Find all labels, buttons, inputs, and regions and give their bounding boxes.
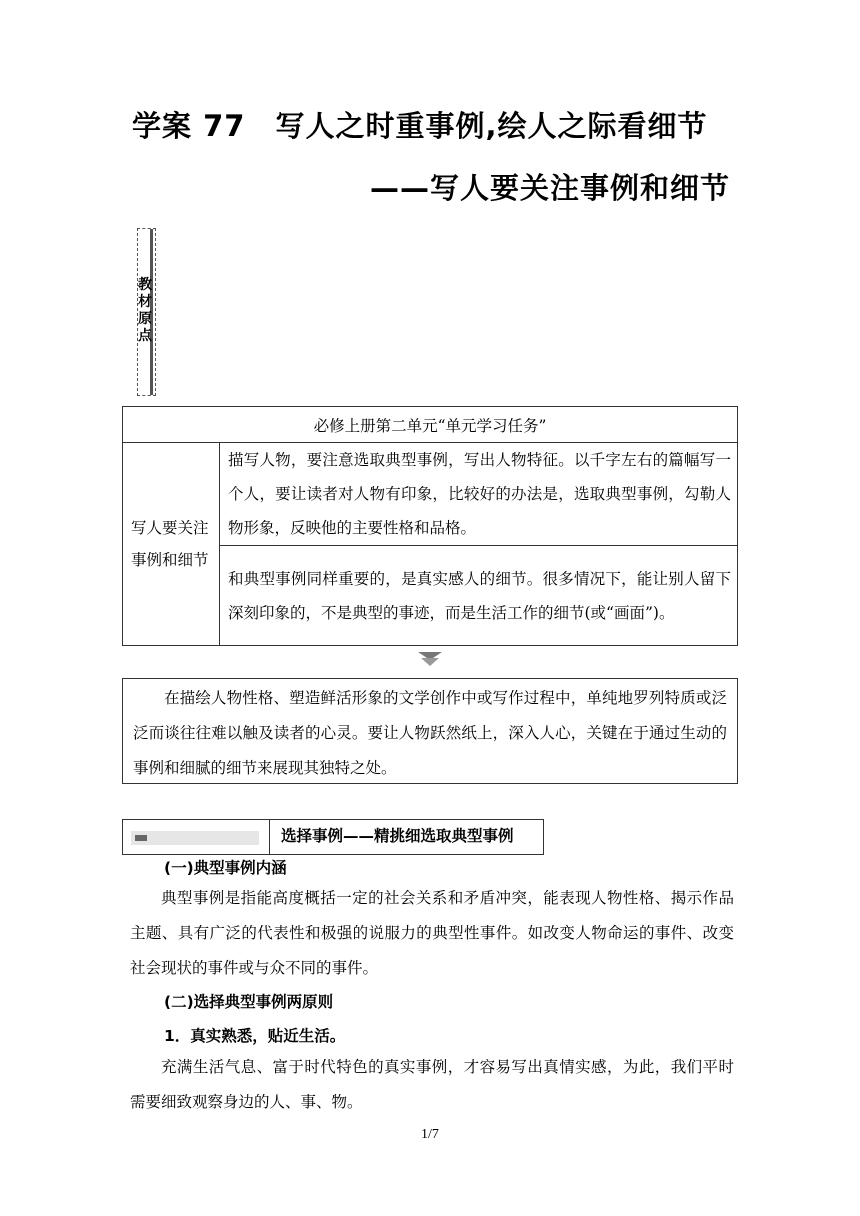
reference-table-cell-2: 和典型事例同样重要的，是真实感人的细节。很多情况下，能让别人留下深刻印象的，不是典型的事迹，而是生活工作的细节(或“画面”)。 xyxy=(220,546,738,646)
paragraph-typical-example: 典型事例是指能高度概括一定的社会关系和矛盾冲突，能表现人物性格、揭示作品主题、具有广泛的代表性和极强的说服力的典型性事件。如改变人物命运的事件、改变社会现状的事件或与众不同的事件。 xyxy=(130,889,734,977)
title-line-2: ——写人要关注事例和细节 xyxy=(369,171,730,205)
reference-table-cell-1: 描写人物，要注意选取典型事例，写出人物特征。以千字左右的篇幅写一个人，要让读者对人物有印象，比较好的办法是，选取典型事例，勾勒人物形象，反映他的主要性格和品格。 xyxy=(220,443,738,546)
heading-two-principles: (二)选择典型事例两原则 xyxy=(164,993,334,1011)
section-header-decoration xyxy=(131,831,259,845)
heading-principle-1: 1．真实熟悉，贴近生活。 xyxy=(164,1027,346,1045)
section-header-label: 选择事例——精挑细选取典型事例 xyxy=(281,827,514,845)
section-divider xyxy=(269,820,270,854)
page-number: 1/7 xyxy=(421,1127,439,1142)
chevron-down-icon xyxy=(418,652,442,666)
side-tab xyxy=(137,228,156,396)
reference-table-header: 必修上册第二单元“单元学习任务” xyxy=(123,407,738,443)
section-header xyxy=(122,819,544,855)
title-line-1: 学案 77 写人之时重事例,绘人之际看细节 xyxy=(132,109,708,143)
paragraph-principle-1: 充满生活气息、富于时代特色的真实事例，才容易写出真情实感，为此，我们平时需要细致观察身边的人、事、物。 xyxy=(130,1058,734,1111)
minus-icon xyxy=(135,835,147,841)
heading-typical-example: (一)典型事例内涵 xyxy=(164,859,287,877)
intro-box: 在描绘人物性格、塑造鲜活形象的文学创作中或写作过程中，单纯地罗列特质或泛泛而谈往往难以触及读者的心灵。要让人物跃然纸上，深入人心，关键在于通过生动的事例和细腻的细节来展现其独特之处。 xyxy=(122,678,738,784)
side-tab-label: 教材原点 xyxy=(138,277,152,344)
reference-table xyxy=(122,406,738,646)
reference-table-row-label: 写人要关注事例和细节 xyxy=(123,443,220,646)
